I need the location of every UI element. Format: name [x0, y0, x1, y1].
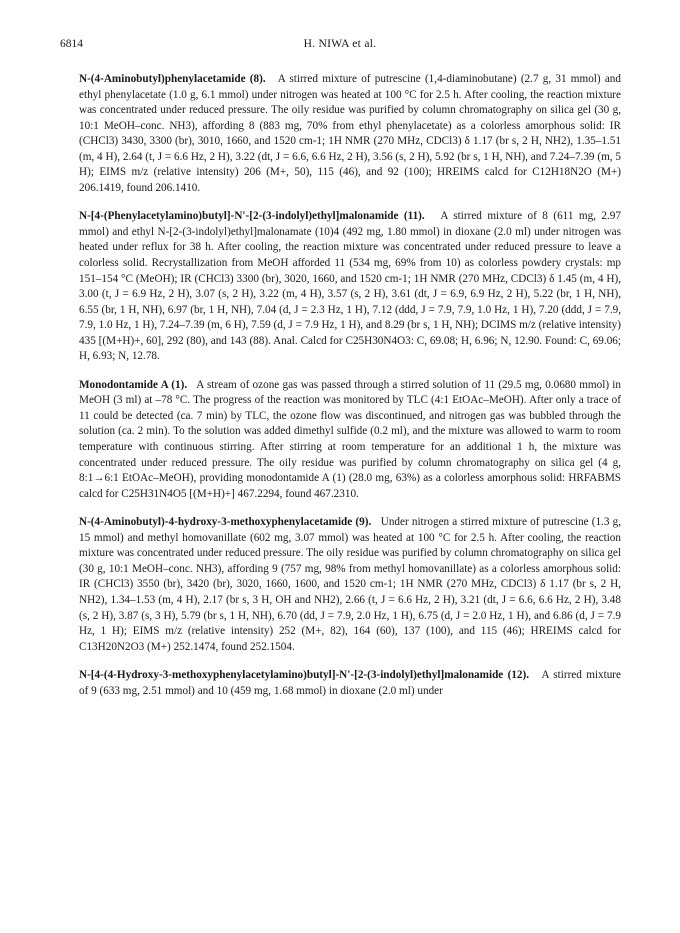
paragraph-body: A stirred mixture of putrescine (1,4-diaminobutane) (2.7 g, 31 mmol) and ethyl phenylacetate (1.0 g, 6.1 mmol) under nitrogen was heated at 100 °C for 2.5 h. After cooling, the reaction mixture was concentrated under reduced pressure. The oily residue was purified by column chromatography on silica gel (30 g, 10:1 MeOH–conc. NH3), affording 8 (883 mg, 70% from ethyl phenylacetate) as a colorless amorphous solid: IR (CHCl3) 3430, 3300 (br), 3010, 1660, and 1520 cm-1; 1H NMR (270 MHz, CDCl3) δ 1.17 (br s, 2 H, NH2), 1.35–1.51 (m, 4 H), 2.64 (t, J = 6.6 Hz, 2 H), 3.22 (dt, J = 6.6, 6.6 Hz, 2 H), 3.56 (s, 2 H), 5.92 (br s, 1 H, NH), and 7.24–7.39 (m, 5 H); EIMS m/z (relative intensity) 206 (M+, 50), 115 (46), and 92 (100); HREIMS calcd for C12H18N2O (M+) 206.1419, found 206.1410. — [79, 73, 621, 194]
paragraph-title: N-[4-(Phenylacetylamino)butyl]-N'-[2-(3-indolyl)ethyl]malonamide (11). — [79, 210, 425, 223]
paragraph-title: N-(4-Aminobutyl)-4-hydroxy-3-methoxyphenylacetamide (9). — [79, 516, 372, 529]
paragraph-title: N-(4-Aminobutyl)phenylacetamide (8). — [79, 73, 266, 85]
paragraph-body: Under nitrogen a stirred mixture of putrescine (1.3 g, 15 mmol) and methyl homovanillate (602 mg, 3.07 mmol) was heated at 100 °C for 2.5 h. After cooling, the reaction mixture was concentrated under reduced pressure. The oily residue was purified by column chromatography on silica gel (30 g, 10:1 MeOH–conc. NH3), affording 9 (757 mg, 98% from methyl homovanillate) as a colorless amorphous solid: IR (CHCl3) 3550 (br), 3420 (br), 3020, 1660, 1600, and 1520 cm-1; 1H NMR (270 MHz, CDCl3) δ 1.17 (br s, 2 H, NH2), 1.34–1.53 (m, 4 H), 2.17 (br s, 3 H, OH and NH2), 2.66 (t, J = 6.6 Hz, 2 H), 3.21 (dt, J = 6.6, 6.6 Hz, 2 H), 3.48 (s, 2 H), 3.87 (s, 3 H), 5.79 (br s, 1 H, NH), 6.70 (dd, J = 7.9, 2.0 Hz, 1 H), 6.75 (d, J = 2.0 Hz, 1 H), and 6.86 (d, J = 7.9 Hz, 1 H); EIMS m/z (relative intensity) 252 (M+, 82), 164 (60), 137 (100), and 115 (46); HREIMS calcd for C13H20N2O3 (M+) 252.1474, found 252.1504. — [79, 516, 621, 653]
page-header — [60, 38, 620, 54]
paragraph-body: A stream of ozone gas was passed through a stirred solution of 11 (29.5 mg, 0.0680 mmol) in MeOH (3 ml) at –78 °C. The progress of the reaction was monitored by TLC (4:1 EtOAc–MeOH). After only a trace of 11 could be detected (ca. 7 min) by TLC, the ozone flow was discontinued, and nitrogen gas was bubbled through the solution (ca. 2 min). To the solution was added dimethyl sulfide (0.2 ml), and the mixture was allowed to warm to room temperature with continuous stirring. After stirring at room temperature for an additional 1 h, the mixture was concentrated under reduced pressure. The oily residue was purified by column chromatography on silica gel (4 g, 8:1→6:1 EtOAc–MeOH), providing monodontamide A (1) (28.0 mg, 63%) as a colorless amorphous solid: HRFABMS calcd for C25H31N4O5 [(M+H)+] 467.2294, found 467.2310. — [79, 378, 621, 500]
paragraph-compound-9 — [79, 515, 621, 655]
page-number: 6814 — [60, 38, 83, 50]
body-text — [79, 72, 621, 712]
paragraph-body: A stirred mixture of 9 (633 mg, 2.51 mmol) and 10 (459 mg, 1.68 mmol) in dioxane (2.0 ml) under — [79, 669, 621, 697]
paragraph-body: A stirred mixture of 8 (611 mg, 2.97 mmol) and ethyl N-[2-(3-indolyl)ethyl]malonamate (10)4 (492 mg, 1.80 mmol) in dioxane (2.0 ml) under nitrogen was heated under reflux for 38 h. After cooling, the reaction mixture was concentrated under reduced pressure to leave a colorless solid. Recrystallization from MeOH afforded 11 (534 mg, 69% from 10) as colorless powdery crystals: mp 151–154 °C (MeOH); IR (CHCl3) 3300 (br), 3020, 1660, and 1520 cm-1; 1H NMR (270 MHz, CDCl3) δ 1.45 (m, 4 H), 3.00 (t, J = 6.9 Hz, 2 H), 3.07 (s, 2 H), 3.22 (m, 4 H), 3.57 (s, 2 H), 3.61 (dt, J = 6.9, 6.9 Hz, 2 H), 5.22 (br, 1 H, NH), 6.55 (br, 1 H, NH), 6.97 (br, 1 H, NH), 7.04 (d, J = 2.3 Hz, 1 H), 7.12 (ddd, J = 7.9, 7.9, 1.0 Hz, 1 H), 7.20 (ddd, J = 7.9, 7.9, 1.0 Hz, 1 H), 7.24–7.39 (m, 6 H), 7.59 (d, J = 7.9 Hz, 1 H), and 8.29 (br s, 1 H, NH); DCIMS m/z (relative intensity) 435 [(M+H)+, 60], 292 (80), and 143 (88). Anal. Calcd for C25H30N4O3: C, 69.08; H, 6.96; N, 12.90. Found: C, 69.06; H, 6.93; N, 12.78. — [79, 210, 621, 363]
paragraph-compound-8 — [79, 72, 621, 196]
paragraph-monodontamide-a — [79, 378, 621, 502]
paragraph-compound-11 — [79, 209, 621, 364]
paragraph-title: Monodontamide A (1). — [79, 378, 188, 391]
paragraph-title: N-[4-(4-Hydroxy-3-methoxyphenylacetylamino)butyl]-N'-[2-(3-indolyl)ethyl]malonamide (12). — [79, 669, 530, 682]
running-head-authors: H. NIWA et al. — [303, 38, 377, 50]
paragraph-compound-12 — [79, 668, 621, 699]
